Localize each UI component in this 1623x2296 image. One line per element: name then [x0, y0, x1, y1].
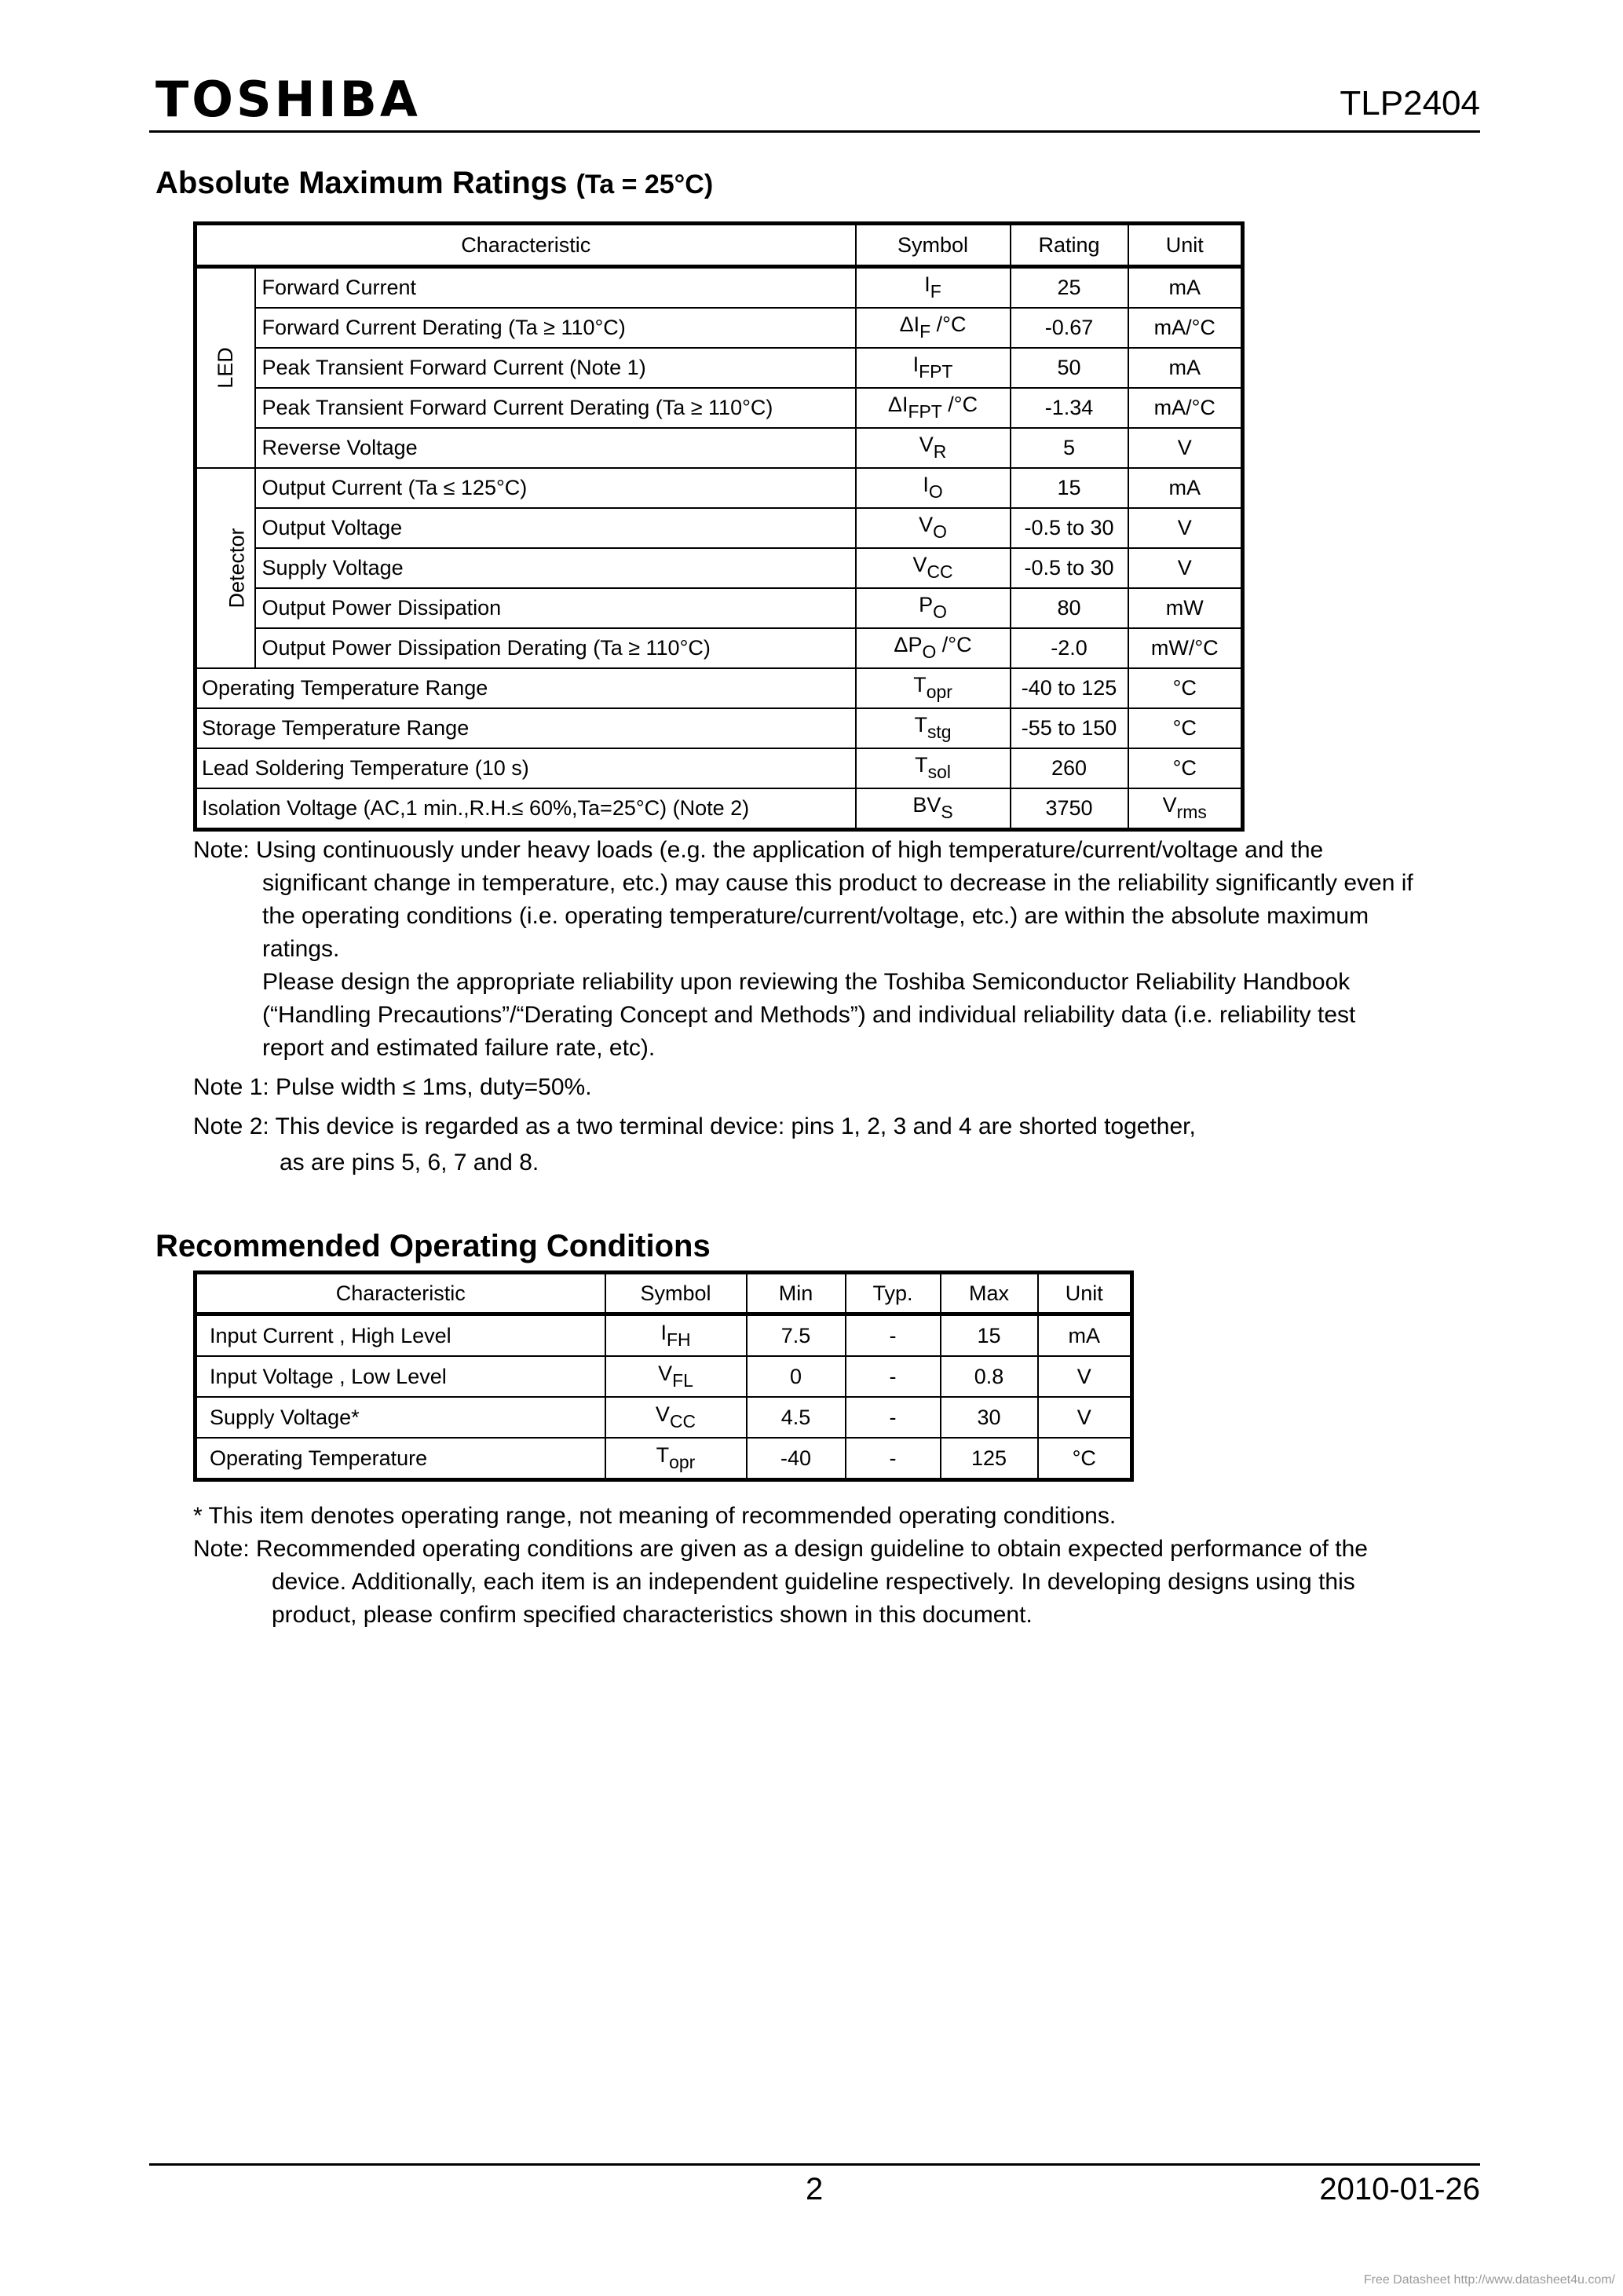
- max-cell: 125: [941, 1438, 1038, 1480]
- symbol-subscript: O: [933, 521, 947, 543]
- footer-date: 2010-01-26: [1319, 2172, 1480, 2206]
- symbol-subscript: stg: [927, 722, 952, 743]
- symbol-base: P: [919, 593, 934, 617]
- symbol-cell: [605, 1314, 747, 1357]
- col-unit: Unit: [1038, 1273, 1132, 1314]
- abs-max-title-text: Absolute Maximum Ratings: [155, 166, 568, 200]
- rating-cell: -55 to 150: [1011, 708, 1128, 748]
- symbol-cell: [856, 267, 1011, 309]
- unit-base: °C: [1172, 756, 1197, 780]
- characteristic-cell: Output Voltage: [255, 508, 856, 548]
- rec-op-title: Recommended Operating Conditions: [155, 1229, 711, 1263]
- rating-cell: -1.34: [1011, 388, 1128, 428]
- unit-cell: V: [1128, 548, 1243, 588]
- col-max: Max: [941, 1273, 1038, 1314]
- characteristic-cell: Supply Voltage: [255, 548, 856, 588]
- symbol-base: T: [656, 1442, 670, 1467]
- typ-cell: -: [846, 1314, 941, 1357]
- note-line: device. Additionally, each item is an independent guideline respectively. In developing designs using this: [272, 1569, 1355, 1595]
- abs-max-condition: (Ta = 25°C): [576, 170, 714, 199]
- characteristic-cell: Isolation Voltage (AC,1 min.,R.H.≤ 60%,Ta=25°C) (Note 2): [196, 788, 856, 830]
- col-symbol: Symbol: [605, 1273, 747, 1314]
- symbol-subscript: S: [941, 802, 953, 823]
- detector-group: [196, 468, 255, 668]
- symbol-base: V: [919, 513, 934, 537]
- unit-base: V: [1162, 793, 1177, 817]
- table-row: [196, 1314, 1132, 1357]
- rating-cell: 25: [1011, 267, 1128, 309]
- unit-cell: mA: [1128, 348, 1243, 388]
- symbol-subscript: R: [933, 441, 947, 462]
- characteristic-cell: Lead Soldering Temperature (10 s): [196, 748, 856, 788]
- characteristic-cell: Operating Temperature: [196, 1438, 605, 1480]
- unit-cell: mA: [1128, 267, 1243, 309]
- led-group: [196, 267, 255, 469]
- table-row: [196, 1356, 1132, 1397]
- symbol-base: T: [915, 753, 928, 777]
- col-rating: Rating: [1011, 224, 1128, 267]
- note-1: Note 1: Pulse width ≤ 1ms, duty=50%.: [193, 1074, 592, 1100]
- note-line: (“Handling Precautions”/“Derating Concept and Methods”) and individual reliability data (i.e. reliability test: [262, 1002, 1356, 1028]
- table-row: [196, 668, 1243, 708]
- symbol-cell: [856, 308, 1011, 348]
- symbol-cell: [856, 468, 1011, 508]
- symbol-base: I: [923, 473, 929, 497]
- watermark: Free Datasheet http://www.datasheet4u.com/: [1363, 2273, 1615, 2287]
- note-2-cont: as are pins 5, 6, 7 and 8.: [280, 1150, 539, 1175]
- symbol-cell: [605, 1438, 747, 1480]
- abs-max-title: [155, 167, 713, 199]
- table-row: [196, 1397, 1132, 1438]
- unit-cell: mA/°C: [1128, 308, 1243, 348]
- symbol-subscript: FL: [672, 1370, 693, 1391]
- table-row: [196, 548, 1243, 588]
- abs-max-header-row: [196, 224, 1243, 267]
- symbol-subscript: F: [919, 321, 931, 342]
- table-row: [196, 1438, 1132, 1480]
- table-row: [196, 267, 1243, 309]
- symbol-base: V: [912, 553, 927, 577]
- star-note: * This item denotes operating range, not meaning of recommended operating conditions.: [193, 1503, 1117, 1529]
- note-line: report and estimated failure rate, etc).: [262, 1035, 656, 1061]
- characteristic-cell: Forward Current Derating (Ta ≥ 110°C): [255, 308, 856, 348]
- table-row: [196, 788, 1243, 830]
- symbol-subscript: O: [922, 642, 937, 663]
- rating-cell: 15: [1011, 468, 1128, 508]
- table-row: [196, 428, 1243, 468]
- min-cell: 7.5: [747, 1314, 846, 1357]
- symbol-base: I: [912, 353, 919, 377]
- characteristic-cell: Operating Temperature Range: [196, 668, 856, 708]
- symbol-base: T: [913, 673, 927, 697]
- characteristic-cell: Output Power Dissipation: [255, 588, 856, 628]
- unit-cell: V: [1038, 1356, 1132, 1397]
- symbol-base: V: [655, 1402, 670, 1426]
- min-cell: 0: [747, 1356, 846, 1397]
- unit-cell: mA: [1128, 468, 1243, 508]
- characteristic-cell: Forward Current: [255, 267, 856, 309]
- table-row: [196, 508, 1243, 548]
- table-row: [196, 388, 1243, 428]
- symbol-cell: [605, 1397, 747, 1438]
- symbol-cell: [856, 348, 1011, 388]
- unit-base: °C: [1172, 716, 1197, 740]
- symbol-suffix: /°C: [936, 633, 972, 657]
- characteristic-cell: Output Power Dissipation Derating (Ta ≥ 110°C): [255, 628, 856, 668]
- note-line: Note: Recommended operating conditions are given as a design guideline to obtain expected performance of the: [193, 1536, 1368, 1562]
- unit-cell: V: [1128, 428, 1243, 468]
- min-cell: -40: [747, 1438, 846, 1480]
- symbol-base: V: [658, 1361, 673, 1385]
- symbol-cell: [856, 748, 1011, 788]
- table-row: [196, 628, 1243, 668]
- rec-op-table-body: [196, 1273, 1132, 1480]
- col-characteristic: Characteristic: [196, 224, 856, 267]
- led-group-label: LED: [213, 347, 237, 389]
- symbol-subscript: F: [930, 281, 941, 302]
- symbol-cell: [605, 1356, 747, 1397]
- unit-cell: mA/°C: [1128, 388, 1243, 428]
- rating-cell: -0.67: [1011, 308, 1128, 348]
- col-characteristic: Characteristic: [196, 1273, 605, 1314]
- symbol-subscript: opr: [926, 682, 952, 703]
- unit-cell: [1128, 668, 1243, 708]
- note-line: Note: Using continuously under heavy loads (e.g. the application of high temperature/current/voltage and the: [193, 837, 1324, 863]
- unit-cell: [1128, 708, 1243, 748]
- max-cell: 30: [941, 1397, 1038, 1438]
- unit-cell: V: [1128, 508, 1243, 548]
- table-row: [196, 708, 1243, 748]
- symbol-subscript: opr: [669, 1452, 696, 1473]
- col-min: Min: [747, 1273, 846, 1314]
- note-line: the operating conditions (i.e. operating temperature/current/voltage, etc.) are within the absolute maximum: [262, 903, 1369, 929]
- symbol-subscript: FPT: [908, 401, 942, 422]
- symbol-subscript: O: [933, 601, 947, 623]
- symbol-cell: [856, 428, 1011, 468]
- rec-op-header-row: [196, 1273, 1132, 1314]
- toshiba-logo: TOSHIBA: [155, 71, 421, 128]
- symbol-base: T: [914, 713, 927, 737]
- unit-cell: mW/°C: [1128, 628, 1243, 668]
- note-line: Please design the appropriate reliability upon reviewing the Toshiba Semiconductor Reliability Handbook: [262, 969, 1351, 995]
- symbol-cell: [856, 548, 1011, 588]
- symbol-base: ΔI: [899, 313, 920, 337]
- abs-max-table-body: [196, 224, 1243, 830]
- col-typ: Typ.: [846, 1273, 941, 1314]
- symbol-base: V: [919, 433, 934, 457]
- symbol-subscript: FH: [666, 1329, 691, 1351]
- unit-cell: °C: [1038, 1438, 1132, 1480]
- typ-cell: -: [846, 1438, 941, 1480]
- characteristic-cell: Reverse Voltage: [255, 428, 856, 468]
- table-row: [196, 468, 1243, 508]
- rec-op-table: [193, 1270, 1134, 1482]
- table-row: [196, 308, 1243, 348]
- footer-rule: [149, 2163, 1480, 2166]
- symbol-subscript: CC: [669, 1411, 696, 1432]
- unit-cell: V: [1038, 1397, 1132, 1438]
- unit-subscript: rms: [1176, 802, 1207, 823]
- characteristic-cell: Input Current , High Level: [196, 1314, 605, 1357]
- typ-cell: -: [846, 1397, 941, 1438]
- header-rule: [149, 130, 1480, 133]
- note-line: ratings.: [262, 936, 340, 962]
- unit-cell: [1128, 788, 1243, 830]
- note-line: product, please confirm specified characteristics shown in this document.: [272, 1602, 1033, 1628]
- characteristic-cell: Storage Temperature Range: [196, 708, 856, 748]
- symbol-base: I: [660, 1320, 667, 1344]
- col-unit: Unit: [1128, 224, 1243, 267]
- symbol-cell: [856, 788, 1011, 830]
- characteristic-cell: Peak Transient Forward Current (Note 1): [255, 348, 856, 388]
- unit-cell: mA: [1038, 1314, 1132, 1357]
- symbol-subscript: O: [928, 481, 943, 503]
- abs-max-notes: [193, 834, 1489, 1179]
- rating-cell: -40 to 125: [1011, 668, 1128, 708]
- unit-base: °C: [1172, 676, 1197, 700]
- col-symbol: Symbol: [856, 224, 1011, 267]
- symbol-base: I: [924, 272, 930, 297]
- rec-op-notes: [193, 1500, 1489, 1632]
- rating-cell: -0.5 to 30: [1011, 508, 1128, 548]
- abs-max-table: [193, 221, 1245, 832]
- detector-group-label: Detector: [225, 528, 249, 609]
- characteristic-cell: Peak Transient Forward Current Derating (Ta ≥ 110°C): [255, 388, 856, 428]
- symbol-cell: [856, 668, 1011, 708]
- typ-cell: -: [846, 1356, 941, 1397]
- symbol-suffix: /°C: [930, 313, 967, 337]
- table-row: [196, 348, 1243, 388]
- max-cell: 0.8: [941, 1356, 1038, 1397]
- symbol-cell: [856, 388, 1011, 428]
- rating-cell: 3750: [1011, 788, 1128, 830]
- symbol-cell: [856, 708, 1011, 748]
- rating-cell: 80: [1011, 588, 1128, 628]
- characteristic-cell: Output Current (Ta ≤ 125°C): [255, 468, 856, 508]
- symbol-subscript: FPT: [919, 361, 953, 382]
- symbol-base: ΔP: [894, 633, 923, 657]
- page-number: 2: [806, 2172, 824, 2206]
- symbol-cell: [856, 508, 1011, 548]
- table-row: [196, 748, 1243, 788]
- rating-cell: 50: [1011, 348, 1128, 388]
- symbol-base: ΔI: [887, 393, 908, 417]
- symbol-base: BV: [912, 793, 941, 817]
- max-cell: 15: [941, 1314, 1038, 1357]
- symbol-cell: [856, 628, 1011, 668]
- symbol-suffix: /°C: [941, 393, 978, 417]
- note-2: Note 2: This device is regarded as a two terminal device: pins 1, 2, 3 and 4 are shorted together,: [193, 1113, 1196, 1139]
- rating-cell: 5: [1011, 428, 1128, 468]
- symbol-subscript: CC: [927, 561, 953, 583]
- rating-cell: -2.0: [1011, 628, 1128, 668]
- unit-cell: mW: [1128, 588, 1243, 628]
- symbol-cell: [856, 588, 1011, 628]
- rating-cell: 260: [1011, 748, 1128, 788]
- unit-cell: [1128, 748, 1243, 788]
- characteristic-cell: Input Voltage , Low Level: [196, 1356, 605, 1397]
- characteristic-cell: Supply Voltage*: [196, 1397, 605, 1438]
- rating-cell: -0.5 to 30: [1011, 548, 1128, 588]
- table-row: [196, 588, 1243, 628]
- symbol-subscript: sol: [927, 762, 951, 783]
- min-cell: 4.5: [747, 1397, 846, 1438]
- note-line: significant change in temperature, etc.) may cause this product to decrease in the reliability significantly even if: [262, 870, 1413, 896]
- part-number: TLP2404: [1340, 84, 1480, 122]
